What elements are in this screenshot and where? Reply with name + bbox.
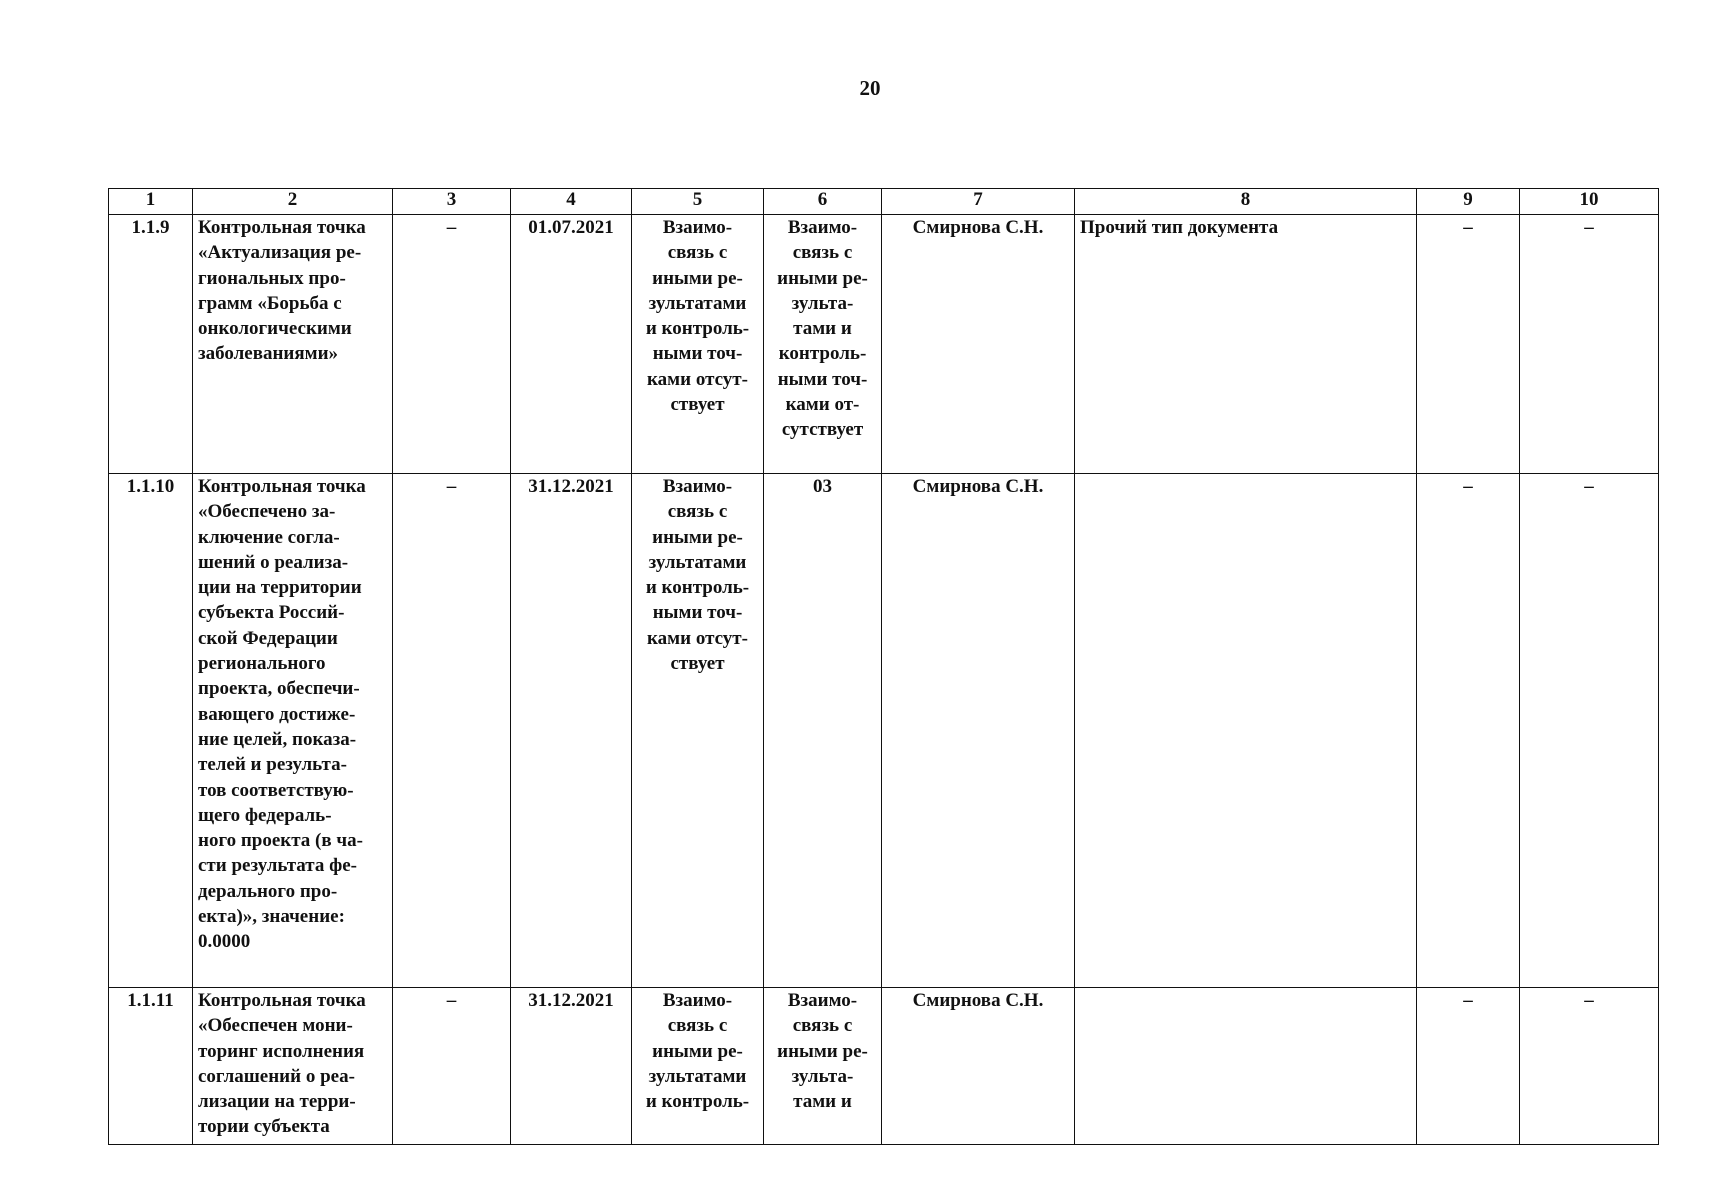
row-col9: –: [1417, 988, 1520, 1145]
row-date: 01.07.2021: [511, 215, 632, 474]
row-responsible: Смирнова С.Н.: [882, 988, 1075, 1145]
row-col5: Взаимо- связь с иными ре- зультатами и контроль- ными точ- ками отсут- ствует: [632, 215, 764, 474]
row-col10: –: [1520, 988, 1659, 1145]
row-id: 1.1.11: [109, 988, 193, 1145]
row-id: 1.1.10: [109, 474, 193, 988]
table-row: [109, 988, 1659, 1145]
header-cell: 10: [1520, 189, 1659, 215]
row-description: Контрольная точка «Обеспечено за- ключение согла- шений о реализа- ции на территории субъекта Россий- ской Федерации регионального проекта, обеспечи- вающего достиже- ние целей, показа- телей и результа- тов соответствую- щего федераль- ного проекта (в ча- сти результата фе- дерального про- екта)», значение: 0.0000: [193, 474, 393, 988]
table-header-row: [109, 189, 1659, 215]
row-col9: –: [1417, 474, 1520, 988]
row-col3: –: [393, 215, 511, 474]
row-date: 31.12.2021: [511, 474, 632, 988]
row-doc-type: [1075, 988, 1417, 1145]
row-doc-type: Прочий тип документа: [1075, 215, 1417, 474]
header-cell: 1: [109, 189, 193, 215]
header-cell: 8: [1075, 189, 1417, 215]
row-id: 1.1.9: [109, 215, 193, 474]
row-col10: –: [1520, 474, 1659, 988]
row-col6: Взаимо- связь с иными ре- зульта- тами и контроль- ными точ- ками от- сутствует: [764, 215, 882, 474]
row-col3: –: [393, 474, 511, 988]
row-col5: Взаимо- связь с иными ре- зультатами и контроль- ными точ- ками отсут- ствует: [632, 474, 764, 988]
header-cell: 7: [882, 189, 1075, 215]
control-points-table: [108, 188, 1659, 1145]
header-cell: 9: [1417, 189, 1520, 215]
row-date: 31.12.2021: [511, 988, 632, 1145]
table-row: [109, 474, 1659, 988]
row-responsible: Смирнова С.Н.: [882, 215, 1075, 474]
header-cell: 5: [632, 189, 764, 215]
table-row: [109, 215, 1659, 474]
row-responsible: Смирнова С.Н.: [882, 474, 1075, 988]
row-col6: 03: [764, 474, 882, 988]
row-col5: Взаимо- связь с иными ре- зультатами и контроль-: [632, 988, 764, 1145]
page-number: 20: [859, 76, 881, 100]
row-doc-type: [1075, 474, 1417, 988]
header-cell: 4: [511, 189, 632, 215]
row-col3: –: [393, 988, 511, 1145]
row-col10: –: [1520, 215, 1659, 474]
row-description: Контрольная точка «Актуализация ре- гиональных про- грамм «Борьба с онкологическими заболеваниями»: [193, 215, 393, 474]
header-cell: 3: [393, 189, 511, 215]
row-col9: –: [1417, 215, 1520, 474]
row-col6: Взаимо- связь с иными ре- зульта- тами и: [764, 988, 882, 1145]
header-cell: 2: [193, 189, 393, 215]
header-cell: 6: [764, 189, 882, 215]
row-description: Контрольная точка «Обеспечен мони- торинг исполнения соглашений о реа- лизации на терри- тории субъекта: [193, 988, 393, 1145]
